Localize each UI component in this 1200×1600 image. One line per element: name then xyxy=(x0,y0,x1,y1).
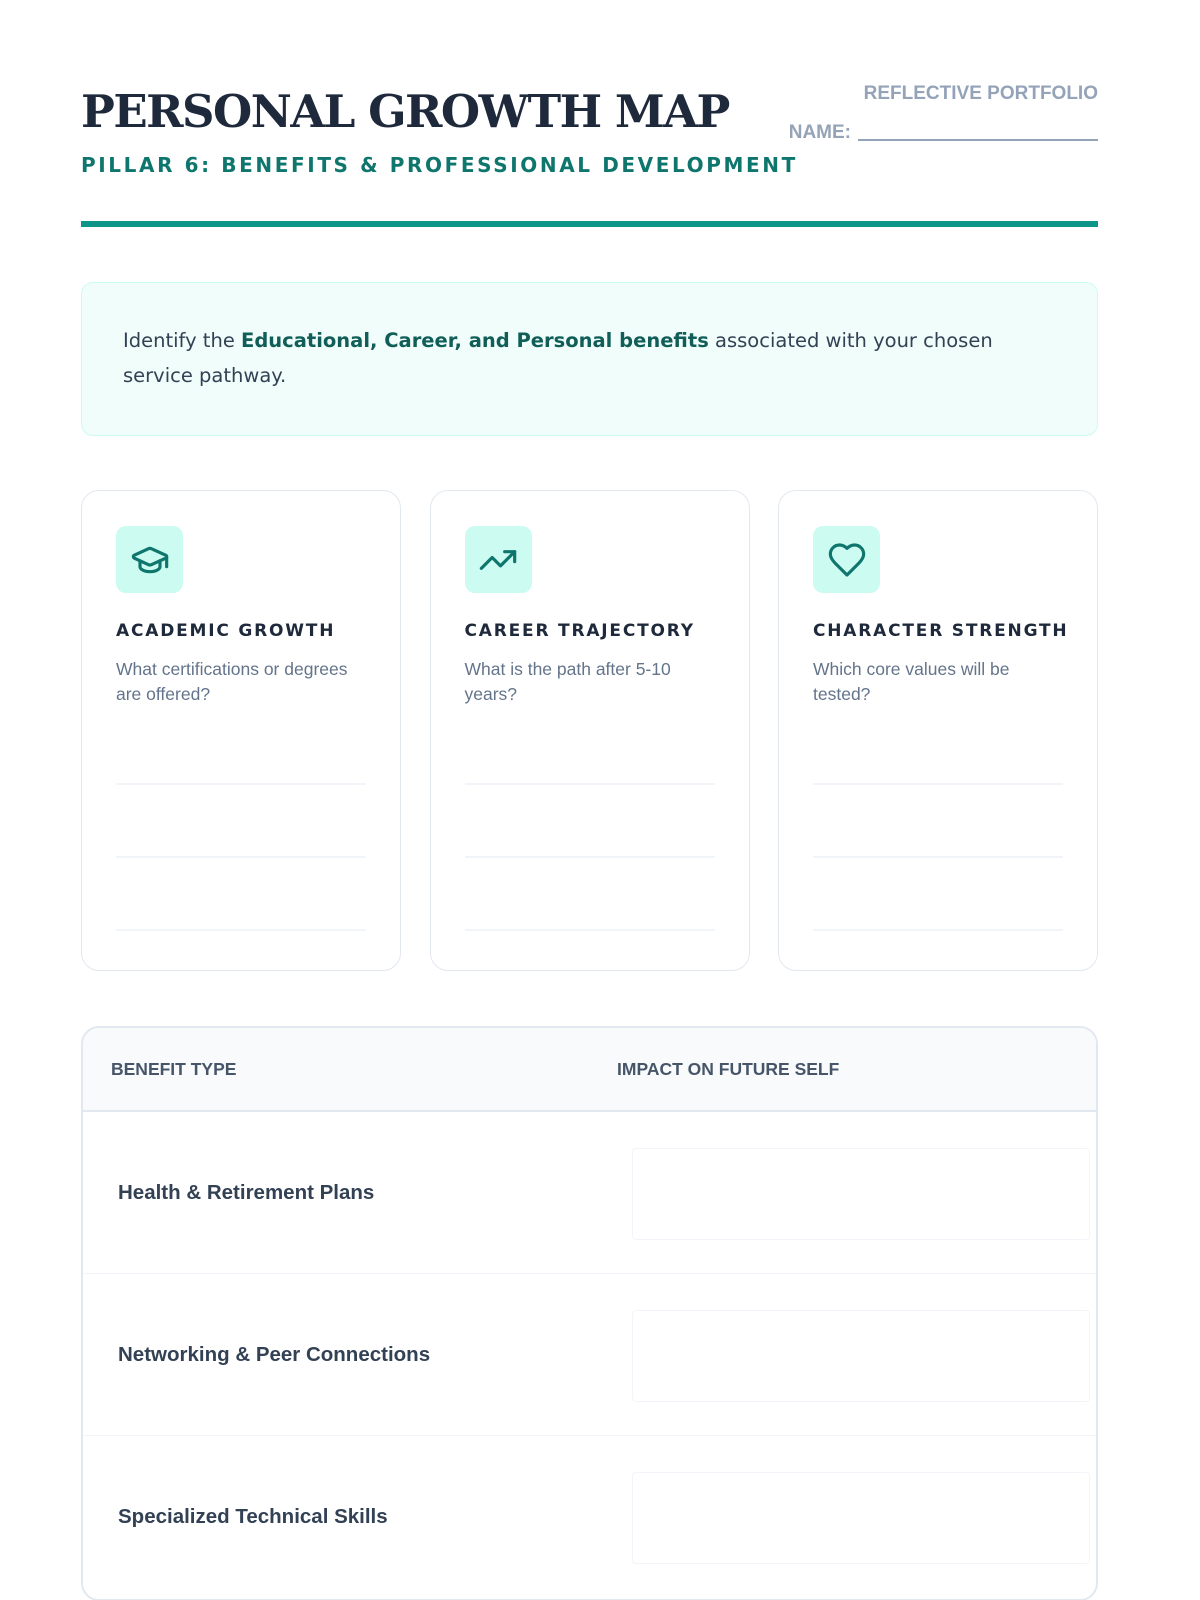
portfolio-label: REFLECTIVE PORTFOLIO xyxy=(863,83,1098,104)
page-subtitle: PILLAR 6: BENEFITS & PROFESSIONAL DEVELOPMENT xyxy=(81,153,798,177)
table-row xyxy=(83,1436,1096,1598)
table-header xyxy=(83,1028,1096,1112)
impact-input-box[interactable] xyxy=(632,1472,1090,1564)
benefit-type-label: Networking & Peer Connections xyxy=(118,1343,431,1366)
card-title: CAREER TRAJECTORY xyxy=(464,621,695,641)
benefit-type-label: Specialized Technical Skills xyxy=(118,1505,388,1528)
page-header xyxy=(81,0,1098,228)
benefit-cards xyxy=(81,490,1098,971)
heart-icon xyxy=(813,526,880,593)
header-divider xyxy=(81,221,1098,227)
answer-line xyxy=(116,929,366,931)
table-row xyxy=(83,1112,1096,1274)
card-question: What certifications or degrees are offered? xyxy=(116,659,348,704)
benefits-table xyxy=(81,1026,1098,1600)
instructions-text-before: Identify the xyxy=(123,329,242,352)
card-question: What is the path after 5-10 years? xyxy=(464,659,671,704)
trending-up-icon xyxy=(465,526,532,593)
table-row xyxy=(83,1274,1096,1436)
name-label: NAME: xyxy=(788,122,851,143)
instructions-text-after: associated with your chosen service pathway. xyxy=(123,329,993,387)
answer-line xyxy=(813,856,1063,858)
answer-line xyxy=(116,783,366,785)
instructions-callout xyxy=(81,282,1098,436)
impact-input-box[interactable] xyxy=(632,1148,1090,1240)
impact-input-box[interactable] xyxy=(632,1310,1090,1402)
column-header-impact: IMPACT ON FUTURE SELF xyxy=(617,1059,840,1079)
card-academic-growth xyxy=(81,490,401,971)
card-title: CHARACTER STRENGTH xyxy=(813,621,1069,641)
page-title: PERSONAL GROWTH MAP xyxy=(81,85,729,138)
benefit-type-label: Health & Retirement Plans xyxy=(118,1181,375,1204)
graduation-cap-icon xyxy=(116,526,183,593)
card-title: ACADEMIC GROWTH xyxy=(116,621,336,641)
instructions-emphasis: Educational, Career, and Personal benefits xyxy=(241,329,709,352)
answer-line xyxy=(465,929,715,931)
answer-line xyxy=(116,856,366,858)
column-header-benefit-type: BENEFIT TYPE xyxy=(111,1059,237,1079)
card-character-strength xyxy=(778,490,1098,971)
name-blank-line xyxy=(858,139,1098,141)
answer-line xyxy=(813,929,1063,931)
card-question: Which core values will be tested? xyxy=(813,659,1010,704)
card-career-trajectory xyxy=(430,490,750,971)
answer-line xyxy=(813,783,1063,785)
answer-line xyxy=(465,856,715,858)
answer-line xyxy=(465,783,715,785)
name-field xyxy=(789,121,1098,145)
